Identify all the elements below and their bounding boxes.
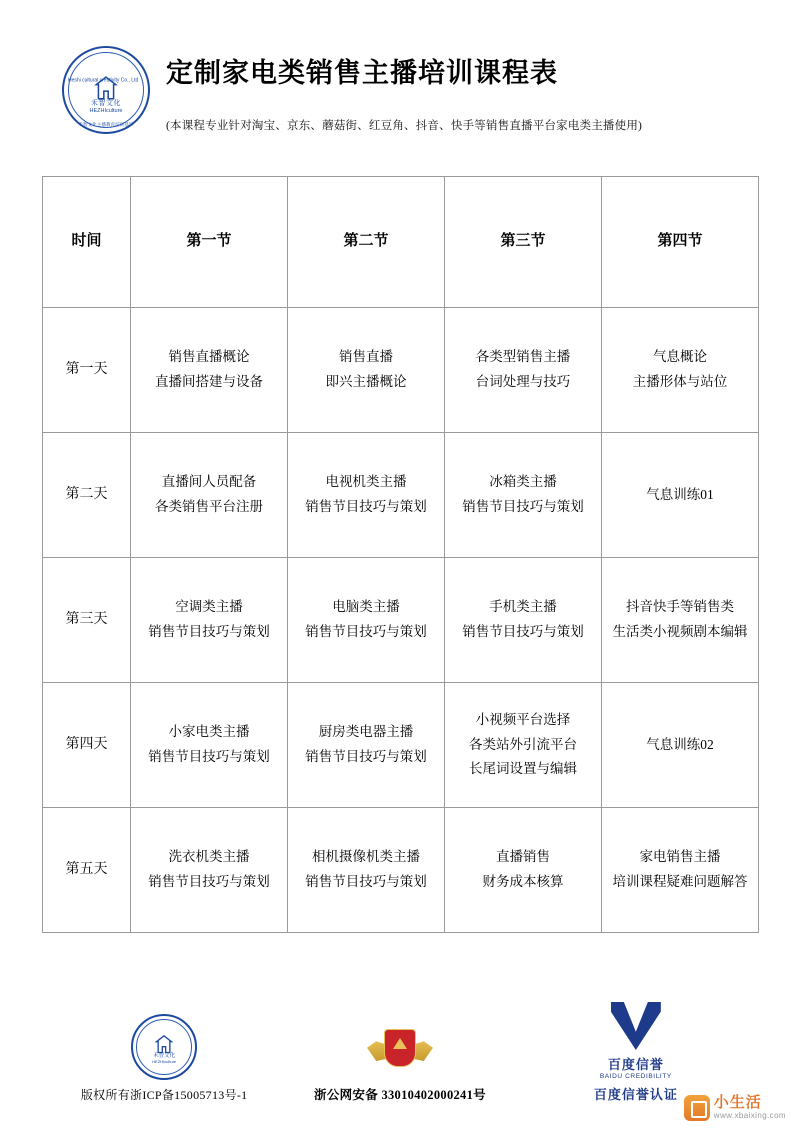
seal-company-name: 禾智文化 [153,1053,176,1059]
icp-license-text[interactable]: 版权所有浙ICP备15005713号-1 [80,1088,248,1102]
police-emblem-icon [367,1023,433,1079]
table-row [43,308,759,433]
cell-line: 销售节目技巧与策划 [148,624,270,639]
page-subtitle: (本课程专业针对淘宝、京东、蘑菇街、红豆角、抖音、快手等销售直播平台家电类主播使用) [166,120,643,133]
watermark-name-cn: 小生活 [713,1094,762,1111]
row-day-label: 第一天 [43,308,131,433]
cell-line: 各类站外引流平台 [469,736,577,752]
cell-line: 抖音快手等销售类 [626,599,734,615]
table-cell [288,808,445,933]
cell-line: 空调类主播 [175,599,243,615]
title-block [152,42,740,133]
table-cell [445,683,602,808]
table-row [43,683,759,808]
column-header-session-2: 第二节 [288,177,445,308]
column-header-time: 时间 [43,177,131,308]
cell-line: 冰箱类主播 [489,474,557,490]
cell-line: 培训课程疑难问题解答 [612,874,748,889]
cell-line: 小家电类主播 [168,724,250,740]
schedule-table [42,176,759,933]
baidu-label-en: BAIDU CREDIBILITY [599,1073,672,1080]
police-record-text[interactable]: 浙公网安备 33010402000241号 [314,1088,486,1102]
page-title: 定制家电类销售主播培训课程表 [166,58,558,88]
footer-icp-block [48,1014,280,1103]
watermark-logo-icon [684,1095,710,1121]
column-header-session-4: 第四节 [602,177,759,308]
cell-line: 长尾词设置与编辑 [469,761,577,777]
cell-line: 气息概论 [653,349,707,365]
cell-line: 销售节目技巧与策划 [305,624,427,639]
table-cell [131,308,288,433]
seal-bottom-text: 禾智文化主播教育培训基地 [78,122,134,127]
seal-company-name-en: HEZHIculture [152,1059,177,1064]
cell-line: 厨房类电器主播 [318,724,414,740]
table-cell [445,808,602,933]
table-cell [288,433,445,558]
table-cell [602,808,759,933]
cell-line: 电脑类主播 [332,599,400,615]
watermark-text [714,1096,786,1120]
cell-line: 家电销售主播 [639,849,721,865]
table-cell [445,308,602,433]
cell-line: 主播形体与站位 [632,374,728,389]
cell-line: 销售节目技巧与策划 [305,749,427,764]
document-footer [0,1002,800,1103]
cell-line: 销售节目技巧与策划 [148,749,270,764]
table-cell [288,308,445,433]
row-day-label: 第四天 [43,683,131,808]
cell-line: 电视机类主播 [325,474,407,490]
column-header-session-1: 第一节 [131,177,288,308]
table-cell [445,433,602,558]
footer-baidu-block [520,1002,752,1103]
table-cell [602,683,759,808]
footer-row [48,1002,752,1103]
table-cell [131,683,288,808]
cell-line: 销售节目技巧与策划 [148,874,270,889]
site-watermark [684,1095,786,1121]
table-row [43,558,759,683]
table-cell [602,433,759,558]
cell-line: 销售节目技巧与策划 [462,499,584,514]
row-day-label: 第三天 [43,558,131,683]
baidu-certification-text[interactable]: 百度信誉认证 [593,1087,678,1102]
table-cell [131,558,288,683]
cell-line: 生活类小视频剧本编辑 [612,624,748,639]
company-logo [60,42,152,134]
cell-line: 各类型销售主播 [475,349,571,365]
table-head [43,177,759,308]
cell-line: 台词处理与技巧 [475,374,571,389]
cell-line: 直播间人员配备 [161,474,257,490]
baidu-credibility-icon[interactable] [600,1002,672,1080]
cell-line: 直播销售 [496,849,550,865]
cell-line: 手机类主播 [489,599,557,615]
table-cell [288,683,445,808]
cell-line: 销售节目技巧与策划 [305,499,427,514]
column-header-session-3: 第三节 [445,177,602,308]
schedule-table-wrapper [42,176,758,933]
table-header-row [43,177,759,308]
police-shield [384,1029,416,1067]
table-cell [602,558,759,683]
seal-company-name: 禾智文化 [91,99,121,107]
footer-police-block [284,1023,516,1103]
table-body [43,308,759,933]
cell-line: 小视频平台选择 [475,711,571,727]
cell-line: 销售直播 [339,349,393,365]
footer-company-seal-icon [131,1014,197,1080]
table-cell [602,308,759,433]
table-row [43,808,759,933]
baidu-v-glyph [611,1002,661,1050]
cell-line: 直播间搭建与设备 [155,374,263,389]
cell-line: 各类销售平台注册 [155,499,263,514]
table-cell [131,808,288,933]
cell-line: 即兴主播概论 [325,374,407,389]
seal-company-name-en: HEZHIculture [89,108,123,114]
row-day-label: 第二天 [43,433,131,558]
table-cell [131,433,288,558]
table-cell [445,558,602,683]
baidu-v-shape [605,1002,667,1052]
cell-line: 气息训练02 [646,736,714,752]
cell-line: 销售直播概论 [168,349,250,365]
cell-line: 财务成本核算 [482,874,564,889]
watermark-url: www.xbaixing.com [713,1110,786,1120]
seal-arc-text: Heshi cultural creativity Co., Ltd [67,77,139,84]
cell-line: 气息训练01 [646,486,714,502]
baidu-label-cn: 百度信誉 [607,1057,664,1072]
cell-line: 销售节目技巧与策划 [305,874,427,889]
cell-line: 销售节目技巧与策划 [462,624,584,639]
cell-line: 洗衣机类主播 [168,849,250,865]
document-header [0,0,800,134]
row-day-label: 第五天 [43,808,131,933]
table-row [43,433,759,558]
table-cell [288,558,445,683]
company-seal-icon [62,46,150,134]
cell-line: 相机摄像机类主播 [312,849,420,865]
